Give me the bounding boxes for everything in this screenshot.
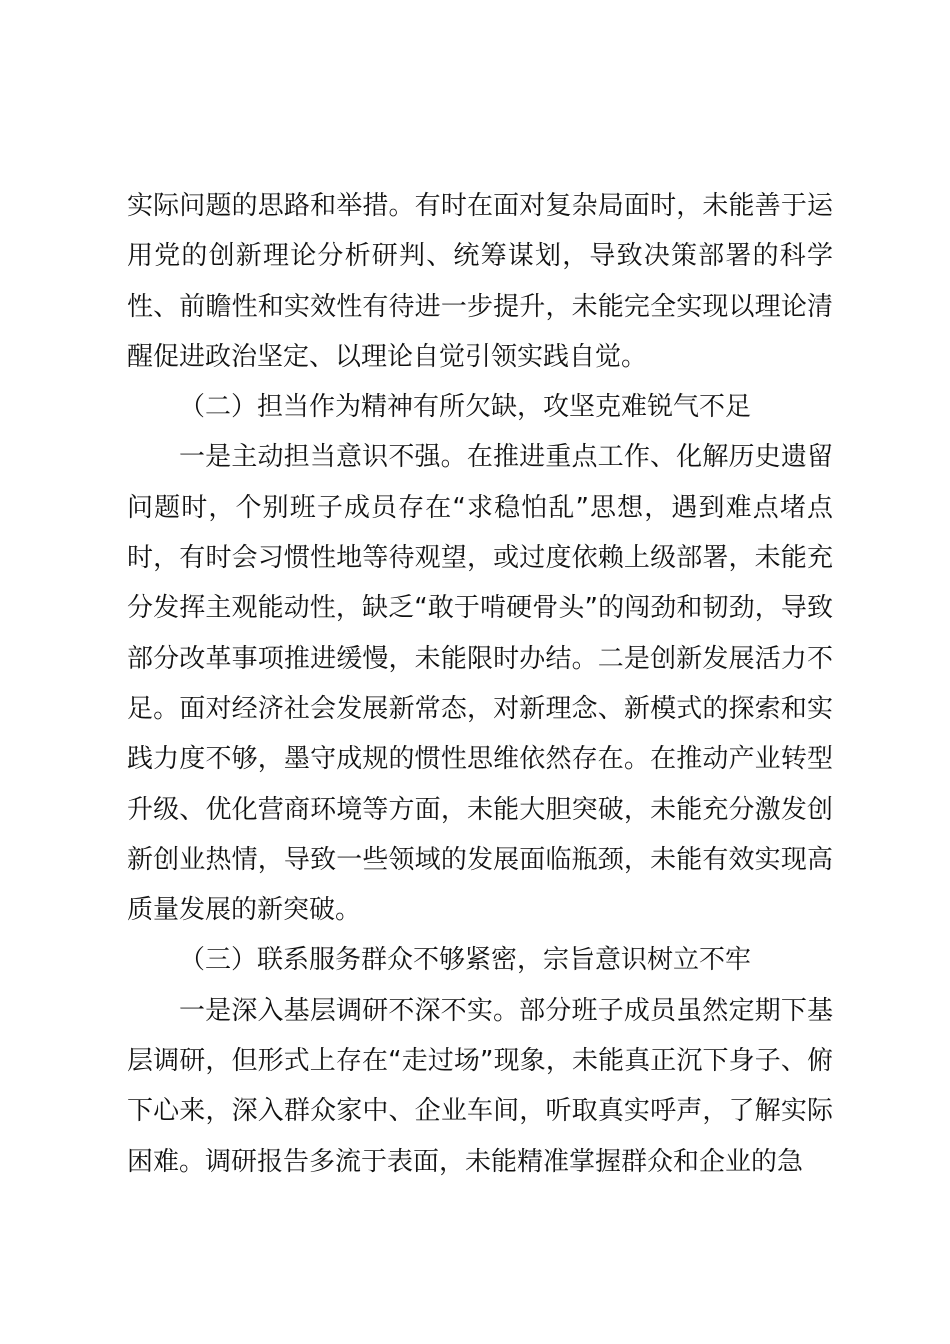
paragraph-body-2: 一是主动担当意识不强。在推进重点工作、化解历史遗留问题时，个别班子成员存在“求稳怕乱”思想，遇到难点堵点时，有时会习惯性地等待观望，或过度依赖上级部署，未能充分发挥主观能动性，缺乏“敢于啃硬骨头”的闯劲和韧劲，导致部分改革事项推进缓慢，未能限时办结。二是创新发展活力不足。面对经济社会发展新常态，对新理念、新模式的探索和实践力度不够，墨守成规的惯性思维依然存在。在推动产业转型升级、优化营商环境等方面，未能大胆突破，未能充分激发创新创业热情，导致一些领域的发展面临瓶颈，未能有效实现高质量发展的新突破。 xyxy=(127,442,833,926)
paragraph-body-3: 一是深入基层调研不深不实。部分班子成员虽然定期下基层调研，但形式上存在“走过场”现象，未能真正沉下身子、俯下心来，深入群众家中、企业车间，听取真实呼声，了解实际困难。调研报告多流于表面，未能精准掌握群众和企业的急 xyxy=(127,995,833,1177)
section-heading-3: （三）联系服务群众不够紧密，宗旨意识树立不牢 xyxy=(179,945,752,976)
section-heading-2: （二）担当作为精神有所欠缺，攻坚克难锐气不足 xyxy=(179,392,752,423)
document-body xyxy=(127,181,833,1187)
paragraph-continuation: 实际问题的思路和举措。有时在面对复杂局面时，未能善于运用党的创新理论分析研判、统筹谋划，导致决策部署的科学性、前瞻性和实效性有待进一步提升，未能完全实现以理论清醒促进政治坚定、以理论自觉引领实践自觉。 xyxy=(127,191,833,372)
